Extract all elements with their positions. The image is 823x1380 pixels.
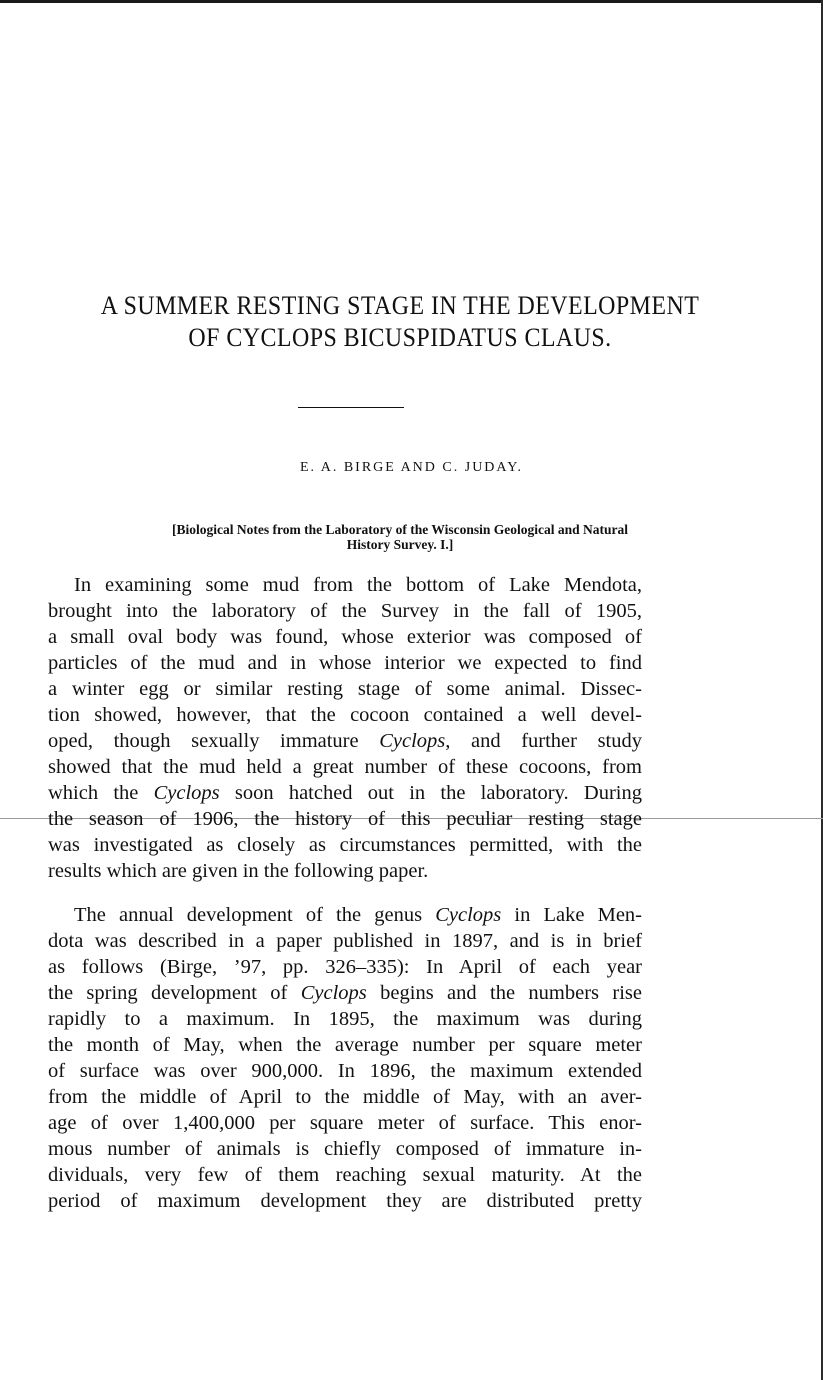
italic-term: Cyclops (435, 904, 502, 926)
text-line: particles of the mud and in whose interior we expected to find (48, 652, 642, 674)
text-line: as follows (Birge, ’97, pp. 326–335): In April of each year (48, 956, 642, 978)
text-line: which the Cyclops soon hatched out in the laboratory. During (48, 782, 642, 804)
paragraph-1 (48, 572, 642, 884)
text-line: was investigated as closely as circumstances permitted, with the (48, 834, 642, 856)
text-line: of surface was over 900,000. In 1896, the maximum extended (48, 1060, 642, 1082)
text-line: age of over 1,400,000 per square meter of surface. This enor- (48, 1112, 642, 1134)
text-line: the season of 1906, the history of this peculiar resting stage (48, 808, 642, 830)
italic-term: Cyclops (379, 730, 446, 752)
text-line: brought into the laboratory of the Survey in the fall of 1905, (48, 600, 642, 622)
text-line: showed that the mud held a great number of these cocoons, from (48, 756, 642, 778)
text-line: dota was described in a paper published in 1897, and is in brief (48, 930, 642, 952)
article-title (69, 290, 731, 354)
italic-term: Cyclops (153, 782, 220, 804)
series-note-line-2: History Survey. I.] (346, 537, 454, 552)
title-rule (298, 407, 404, 408)
text-line: from the middle of April to the middle of May, with an aver- (48, 1086, 642, 1108)
text-line: the spring development of Cyclops begins and the numbers rise (48, 982, 642, 1004)
author-line: E. A. BIRGE AND C. JUDAY. (299, 460, 524, 475)
page-top-edge (0, 0, 823, 3)
text-line: oped, though sexually immature Cyclops, and further study (48, 730, 643, 752)
text-line: results which are given in the following paper. (48, 860, 429, 882)
text-line: the month of May, when the average number per square meter (48, 1034, 642, 1056)
title-line-2: OF CYCLOPS BICUSPIDATUS CLAUS. (188, 323, 612, 352)
text-line: tion showed, however, that the cocoon contained a well devel- (48, 704, 642, 726)
text-line: period of maximum development they are distributed pretty (48, 1190, 642, 1212)
paragraph-2 (48, 902, 642, 1214)
title-line-1: A SUMMER RESTING STAGE IN THE DEVELOPMENT (100, 291, 700, 320)
text-line: dividuals, very few of them reaching sexual maturity. At the (48, 1164, 642, 1186)
series-note-line-1: [Biological Notes from the Laboratory of the Wisconsin Geological and Natural (172, 522, 628, 537)
text-line: In examining some mud from the bottom of Lake Mendota, (74, 574, 642, 596)
series-note (50, 522, 750, 552)
text-line: mous number of animals is chiefly composed of immature in- (48, 1138, 642, 1160)
text-line: The annual development of the genus Cyclops in Lake Men- (74, 904, 642, 926)
text-line: a winter egg or similar resting stage of some animal. Dissec- (48, 678, 642, 700)
italic-term: Cyclops (300, 982, 367, 1004)
text-line: a small oval body was found, whose exterior was composed of (48, 626, 642, 648)
text-line: rapidly to a maximum. In 1895, the maximum was during (48, 1008, 642, 1030)
